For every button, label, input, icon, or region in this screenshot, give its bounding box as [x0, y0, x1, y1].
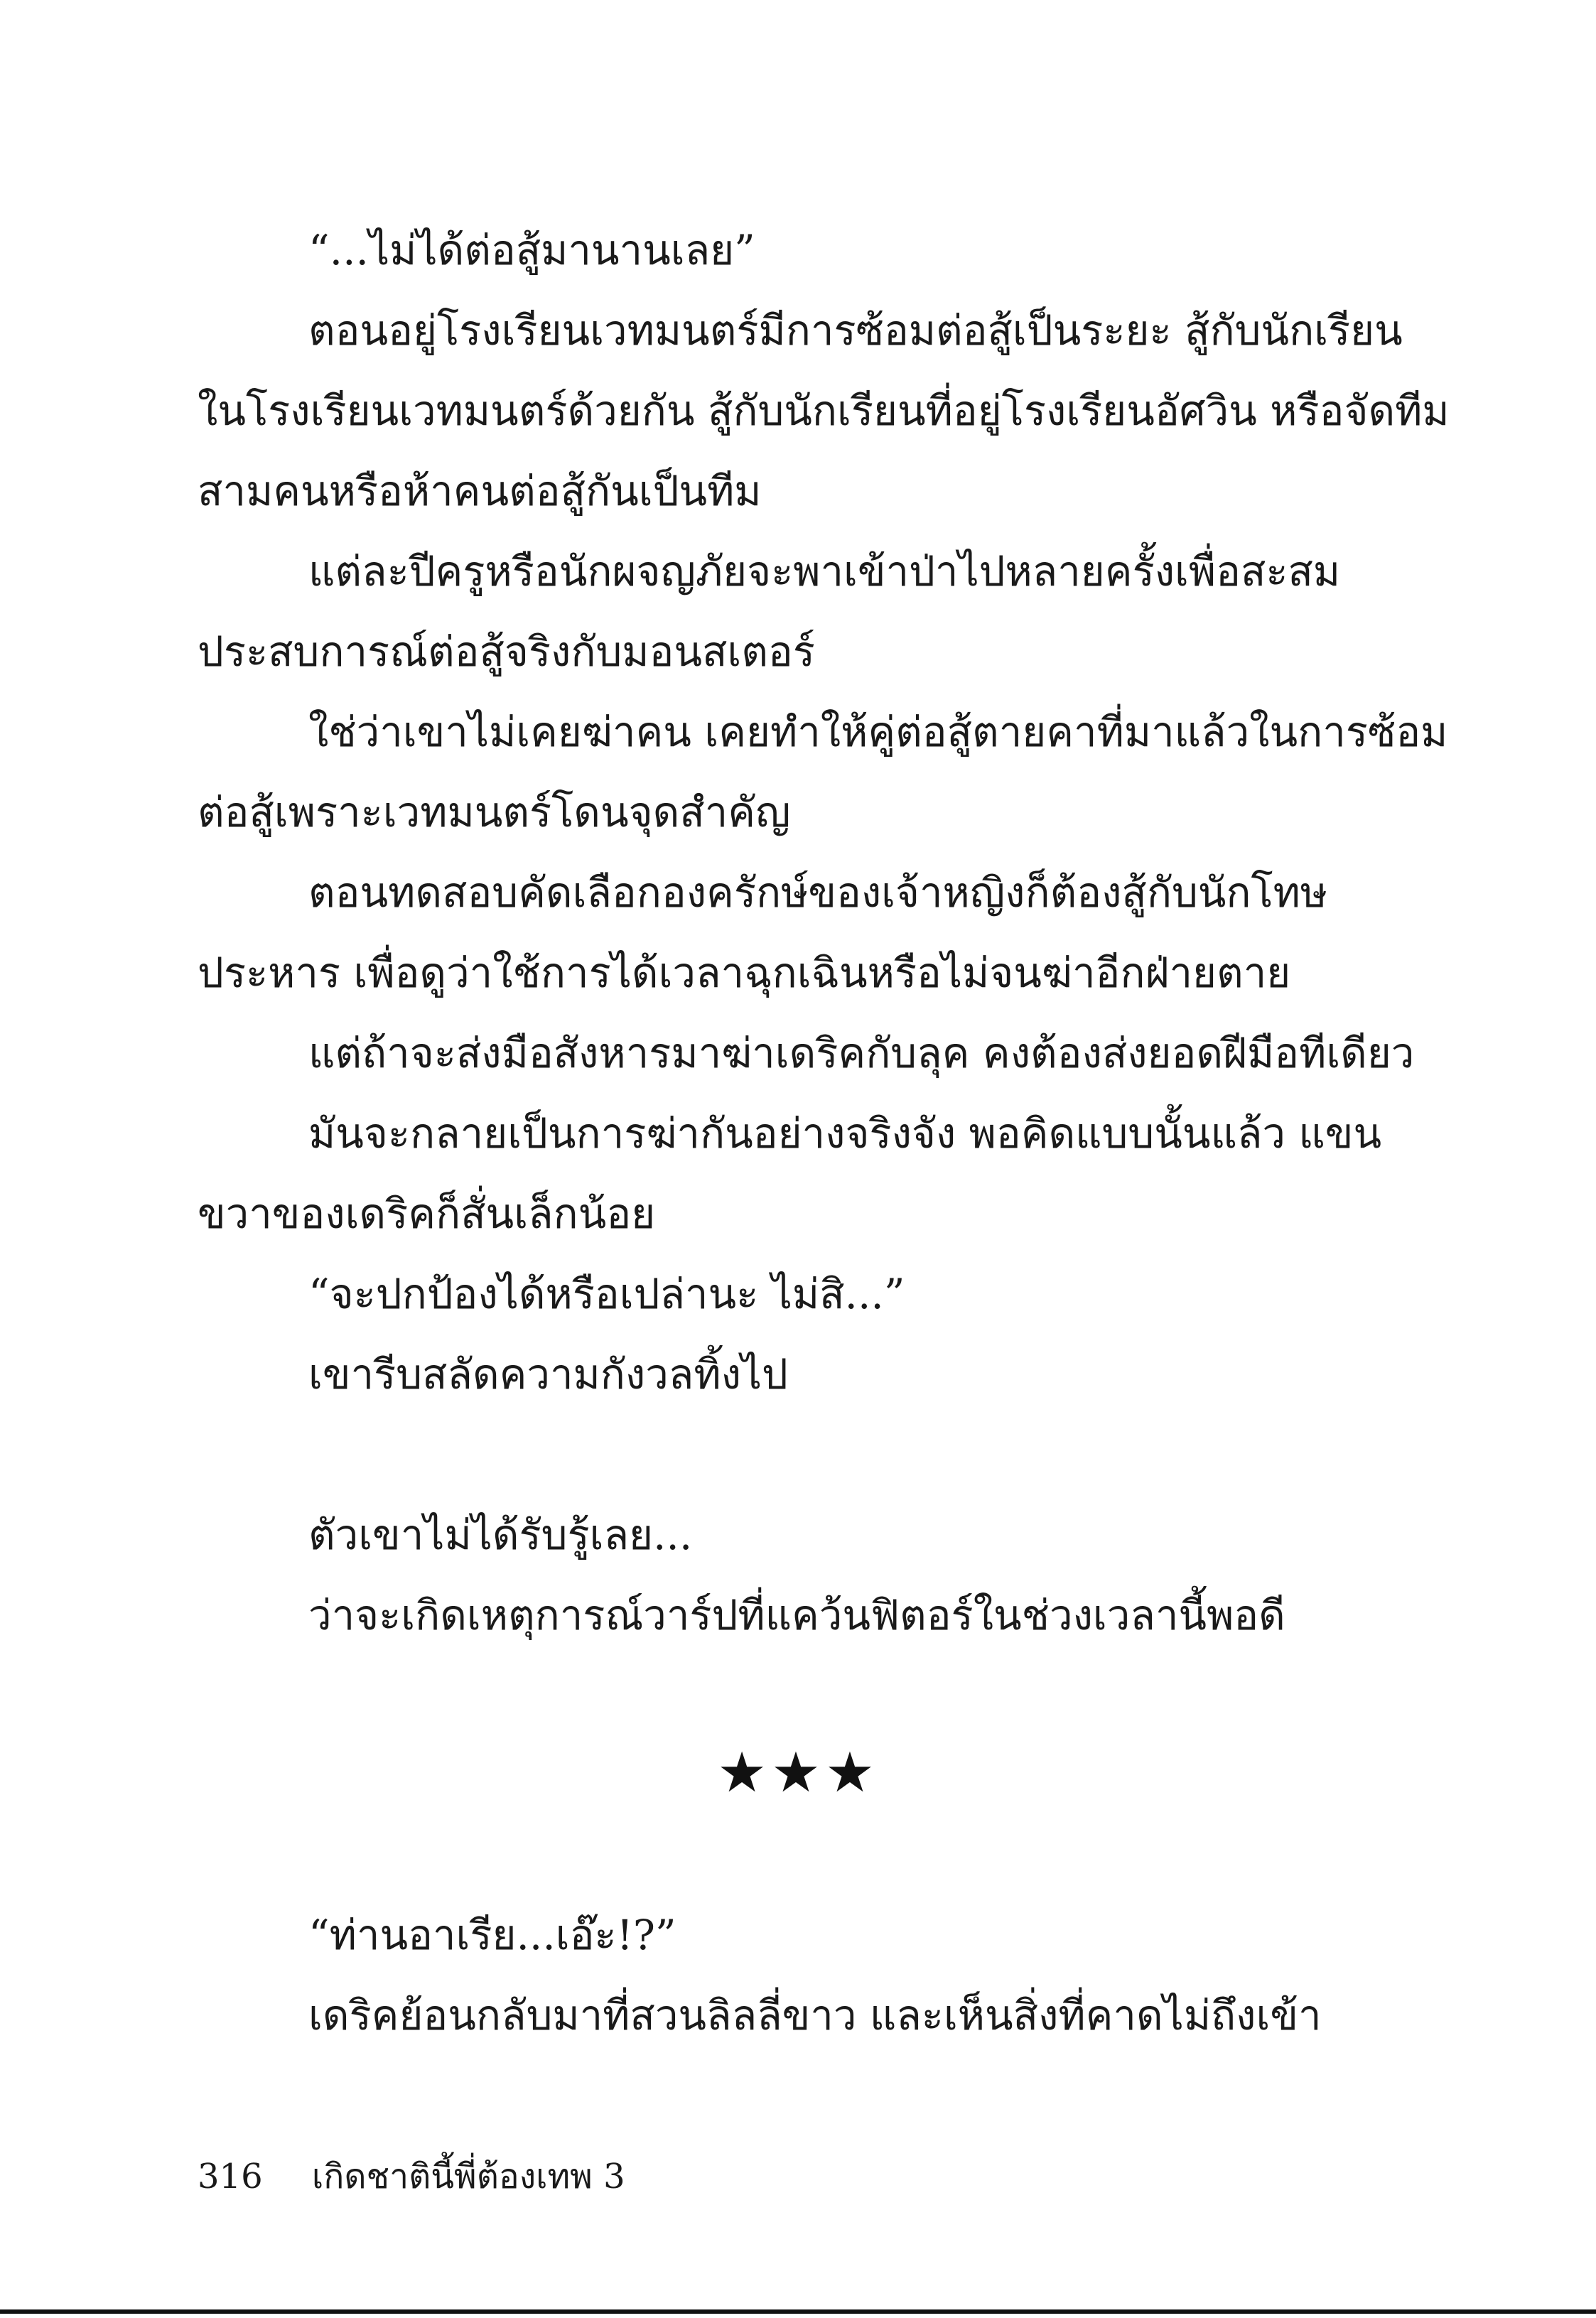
- paragraph-line: แต่ถ้าจะส่งมือสังหารมาฆ่าเดริคกับลุค คงต้องส่งยอดฝีมือทีเดียว: [308, 1029, 1415, 1077]
- page-footer: [198, 2152, 625, 2201]
- paragraph-line: แต่ละปีครูหรือนักผจญภัยจะพาเข้าป่าไปหลายครั้งเพื่อสะสม: [308, 547, 1341, 595]
- paragraph-line: เดริคย้อนกลับมาที่สวนลิลลี่ขาว และเห็นสิ่งที่คาดไม่ถึงเข้า: [308, 1991, 1322, 2039]
- paragraph-line: ตอนอยู่โรงเรียนเวทมนตร์มีการซ้อมต่อสู้เป็นระยะ สู้กับนักเรียน: [308, 306, 1403, 355]
- bottom-border-rule: [0, 2309, 1596, 2314]
- page-number: 316: [198, 2157, 263, 2196]
- paragraph-line: ขวาของเดริคก็สั่นเล็กน้อย: [198, 1190, 656, 1238]
- paragraph-line: ตัวเขาไม่ได้รับรู้เลย...: [308, 1511, 693, 1559]
- paragraph-line: ประสบการณ์ต่อสู้จริงกับมอนสเตอร์: [198, 627, 815, 676]
- scene-break-stars: ★★★: [717, 1741, 879, 1805]
- body-text-continued: [198, 1895, 1322, 2056]
- paragraph-line: “...ไม่ได้ต่อสู้มานานเลย”: [308, 226, 755, 274]
- paragraph-line: “ท่านอาเรีย...เอ๊ะ!?”: [308, 1911, 676, 1959]
- paragraph-line: สามคนหรือห้าคนต่อสู้กันเป็นทีม: [198, 467, 762, 515]
- paragraph-line: เขารีบสลัดความกังวลทิ้งไป: [308, 1350, 788, 1398]
- paragraph-line: ใช่ว่าเขาไม่เคยฆ่าคน เคยทำให้คู่ต่อสู้ตายคาที่มาแล้วในการซ้อม: [308, 708, 1448, 756]
- paragraph-line: “จะปกป้องได้หรือเปล่านะ ไม่สิ...”: [308, 1270, 905, 1318]
- blank-line: [198, 1415, 1306, 1495]
- paragraph-line: ต่อสู้เพราะเวทมนตร์โดนจุดสำคัญ: [198, 788, 791, 836]
- running-title: เกิดชาตินี้พี่ต้องเทพ 3: [311, 2157, 625, 2196]
- paragraph-line: ว่าจะเกิดเหตุการณ์วาร์ปที่แคว้นฟิตอร์ในช่วงเวลานี้พอดี: [308, 1591, 1285, 1639]
- body-text: [198, 210, 1450, 1656]
- paragraph-line: ตอนทดสอบคัดเลือกองครักษ์ของเจ้าหญิงก็ต้องสู้กับนักโทษ: [308, 868, 1328, 917]
- paragraph-line: ประหาร เพื่อดูว่าใช้การได้เวลาฉุกเฉินหรือไม่จนฆ่าอีกฝ่ายตาย: [198, 949, 1291, 997]
- paragraph-line: ในโรงเรียนเวทมนตร์ด้วยกัน สู้กับนักเรียนที่อยู่โรงเรียนอัศวิน หรือจัดทีม: [198, 387, 1450, 435]
- paragraph-line: มันจะกลายเป็นการฆ่ากันอย่างจริงจัง พอคิดแบบนั้นแล้ว แขน: [308, 1109, 1382, 1158]
